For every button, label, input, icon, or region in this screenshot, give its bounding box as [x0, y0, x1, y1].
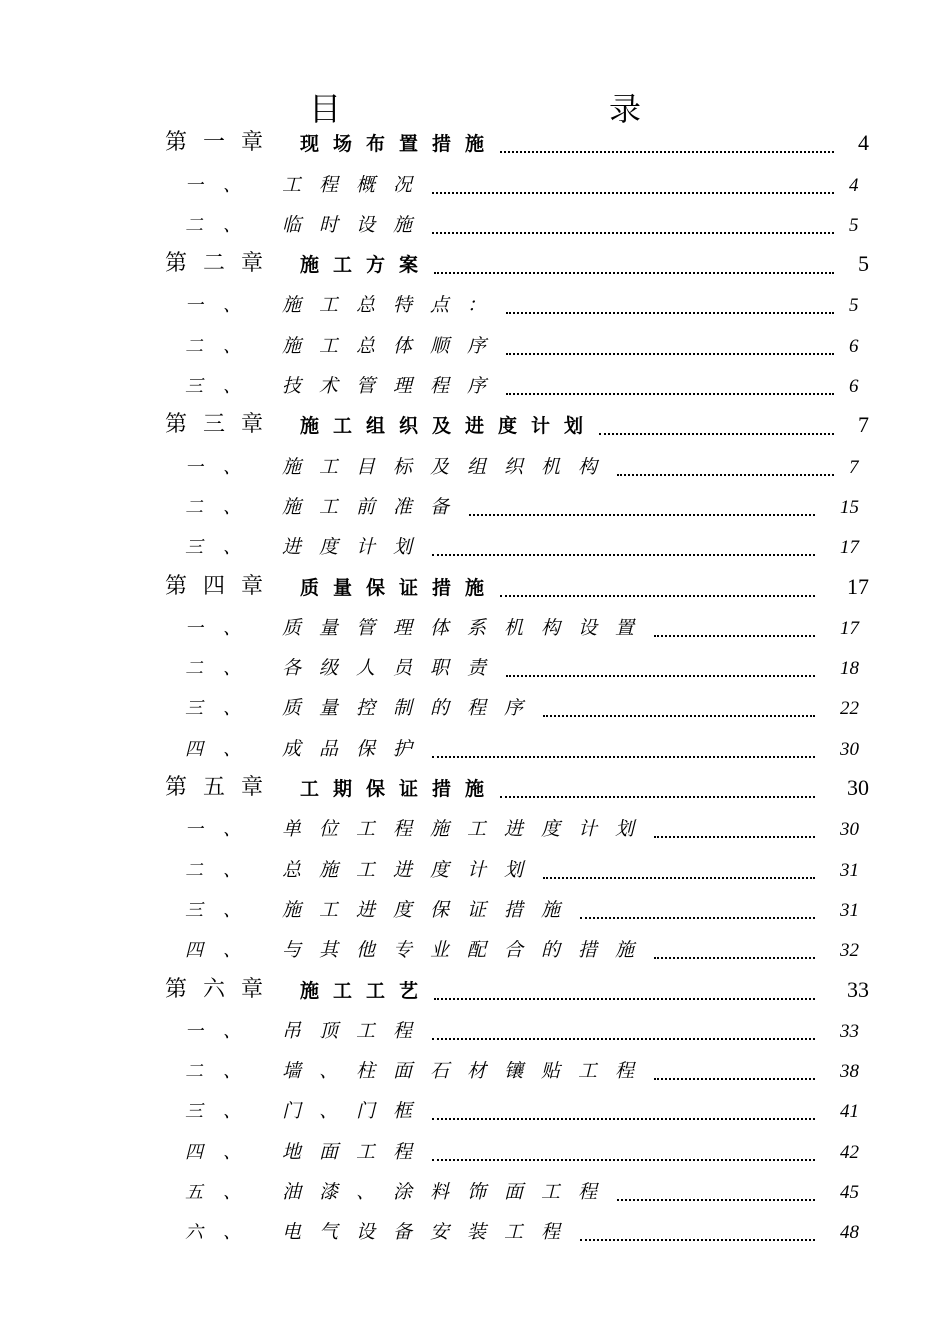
entry-title: 工程概况: [282, 173, 431, 196]
dot-leader: [617, 1199, 815, 1201]
toc-section-entry[interactable]: [0, 1091, 950, 1131]
toc-chapter-entry[interactable]: [0, 769, 950, 809]
dot-leader: [506, 312, 834, 314]
dot-leader: [434, 998, 815, 1000]
entry-number: 四、: [185, 940, 261, 962]
entry-title: 施工目标及组织机构: [282, 455, 616, 478]
toc-chapter-entry[interactable]: [0, 567, 950, 607]
entry-number: 六、: [185, 1222, 261, 1244]
entry-number: 第四章: [165, 573, 280, 599]
entry-page-number: 17: [840, 537, 859, 559]
toc-chapter-entry[interactable]: [0, 245, 950, 285]
entry-number: 第六章: [165, 976, 280, 1002]
dot-leader: [432, 1038, 815, 1040]
entry-number: 二、: [185, 496, 261, 518]
toc-section-entry[interactable]: [0, 688, 950, 728]
toc-section-entry[interactable]: [0, 1212, 950, 1252]
dot-leader: [432, 756, 815, 758]
entry-number: 一、: [185, 174, 261, 196]
toc-section-entry[interactable]: [0, 446, 950, 486]
entry-title: 成品保护: [282, 737, 431, 760]
dot-leader: [654, 836, 815, 838]
toc-chapter-entry[interactable]: [0, 406, 950, 446]
toc-section-entry[interactable]: [0, 849, 950, 889]
toc-section-entry[interactable]: [0, 809, 950, 849]
toc-section-entry[interactable]: [0, 164, 950, 204]
dot-leader: [580, 917, 815, 919]
dot-leader: [469, 514, 815, 516]
entry-number: 第二章: [165, 251, 280, 277]
dot-leader: [599, 433, 834, 435]
toc-section-entry[interactable]: [0, 1172, 950, 1212]
entry-page-number: 4: [849, 174, 859, 196]
toc-section-entry[interactable]: [0, 728, 950, 768]
entry-page-number: 17: [840, 617, 859, 639]
entry-page-number: 4: [858, 130, 869, 156]
entry-title: 各级人员职责: [282, 657, 505, 680]
entry-number: 二、: [185, 859, 261, 881]
entry-page-number: 33: [840, 1020, 859, 1042]
entry-page-number: 7: [858, 412, 869, 438]
entry-page-number: 6: [849, 335, 859, 357]
entry-title: 施工组织及进度计划: [300, 415, 598, 438]
entry-title: 工期保证措施: [300, 778, 499, 801]
entry-title: 质量控制的程序: [282, 697, 542, 720]
entry-title: 油漆、涂料饰面工程: [282, 1181, 616, 1204]
toc-list: [0, 124, 950, 1252]
entry-title: 墙、柱面石材镶贴工程: [282, 1060, 653, 1083]
entry-page-number: 31: [840, 899, 859, 921]
entry-title: 单位工程施工进度计划: [282, 818, 653, 841]
entry-title: 进度计划: [282, 536, 431, 559]
entry-number: 一、: [185, 1020, 261, 1042]
entry-number: 二、: [185, 658, 261, 680]
entry-page-number: 22: [840, 698, 859, 720]
dot-leader: [500, 595, 815, 597]
toc-section-entry[interactable]: [0, 285, 950, 325]
dot-leader: [617, 474, 834, 476]
toc-section-entry[interactable]: [0, 205, 950, 245]
entry-page-number: 6: [849, 376, 859, 398]
entry-number: 三、: [185, 698, 261, 720]
dot-leader: [654, 957, 815, 959]
entry-page-number: 18: [840, 658, 859, 680]
dot-leader: [580, 1239, 815, 1241]
entry-title: 技术管理程序: [282, 375, 505, 398]
entry-page-number: 5: [858, 251, 869, 277]
entry-title: 总施工进度计划: [282, 858, 542, 881]
dot-leader: [654, 635, 815, 637]
entry-page-number: 15: [840, 496, 859, 518]
entry-page-number: 48: [840, 1222, 859, 1244]
toc-section-entry[interactable]: [0, 608, 950, 648]
entry-number: 一、: [185, 295, 261, 317]
entry-page-number: 7: [849, 456, 859, 478]
entry-number: 第一章: [165, 130, 280, 156]
entry-title: 质量管理体系机构设置: [282, 616, 653, 639]
entry-title: 地面工程: [282, 1140, 431, 1163]
entry-number: 三、: [185, 899, 261, 921]
dot-leader: [432, 192, 834, 194]
entry-page-number: 33: [847, 976, 869, 1002]
entry-page-number: 45: [840, 1182, 859, 1204]
entry-page-number: 38: [840, 1061, 859, 1083]
entry-number: 二、: [185, 214, 261, 236]
toc-section-entry[interactable]: [0, 366, 950, 406]
entry-title: 门、门框: [282, 1100, 431, 1123]
entry-title: 与其他专业配合的措施: [282, 939, 653, 962]
entry-number: 一、: [185, 819, 261, 841]
dot-leader: [506, 393, 834, 395]
dot-leader: [432, 1118, 815, 1120]
toc-chapter-entry[interactable]: [0, 124, 950, 164]
dot-leader: [434, 272, 834, 274]
entry-number: 二、: [185, 1061, 261, 1083]
entry-page-number: 31: [840, 859, 859, 881]
entry-title: 施工前准备: [282, 495, 468, 518]
entry-title: 现场布置措施: [300, 133, 499, 156]
toc-section-entry[interactable]: [0, 1131, 950, 1171]
dot-leader: [506, 353, 834, 355]
entry-page-number: 42: [840, 1141, 859, 1163]
dot-leader: [432, 1159, 815, 1161]
dot-leader: [543, 715, 815, 717]
entry-title: 质量保证措施: [300, 576, 499, 599]
entry-number: 一、: [185, 617, 261, 639]
entry-page-number: 41: [840, 1101, 859, 1123]
dot-leader: [500, 796, 815, 798]
dot-leader: [500, 151, 834, 153]
entry-title: 施工总特点：: [282, 294, 505, 317]
dot-leader: [506, 675, 815, 677]
entry-title: 电气设备安装工程: [282, 1221, 579, 1244]
toc-section-entry[interactable]: [0, 487, 950, 527]
entry-number: 三、: [185, 376, 261, 398]
toc-chapter-entry[interactable]: [0, 970, 950, 1010]
entry-page-number: 5: [849, 295, 859, 317]
entry-number: 四、: [185, 1141, 261, 1163]
entry-page-number: 17: [847, 573, 869, 599]
entry-number: 三、: [185, 1101, 261, 1123]
entry-number: 第三章: [165, 412, 280, 438]
entry-number: 二、: [185, 335, 261, 357]
entry-title: 施工工艺: [300, 979, 433, 1002]
entry-title: 吊顶工程: [282, 1019, 431, 1042]
toc-section-entry[interactable]: [0, 325, 950, 365]
entry-number: 五、: [185, 1182, 261, 1204]
dot-leader: [432, 554, 815, 556]
entry-title: 施工总体顺序: [282, 334, 505, 357]
entry-number: 四、: [185, 738, 261, 760]
entry-page-number: 30: [840, 738, 859, 760]
toc-section-entry[interactable]: [0, 648, 950, 688]
toc-section-entry[interactable]: [0, 1051, 950, 1091]
entry-number: 第五章: [165, 775, 280, 801]
entry-number: 三、: [185, 537, 261, 559]
dot-leader: [432, 232, 834, 234]
toc-section-entry[interactable]: [0, 527, 950, 567]
entry-page-number: 30: [847, 775, 869, 801]
toc-section-entry[interactable]: [0, 930, 950, 970]
entry-page-number: 5: [849, 214, 859, 236]
entry-page-number: 30: [840, 819, 859, 841]
toc-title: 目 录: [308, 90, 759, 128]
dot-leader: [654, 1078, 815, 1080]
entry-page-number: 32: [840, 940, 859, 962]
entry-title: 施工方案: [300, 254, 433, 277]
entry-title: 临时设施: [282, 213, 431, 236]
entry-title: 施工进度保证措施: [282, 898, 579, 921]
toc-section-entry[interactable]: [0, 1011, 950, 1051]
entry-number: 一、: [185, 456, 261, 478]
toc-section-entry[interactable]: [0, 890, 950, 930]
dot-leader: [543, 877, 815, 879]
